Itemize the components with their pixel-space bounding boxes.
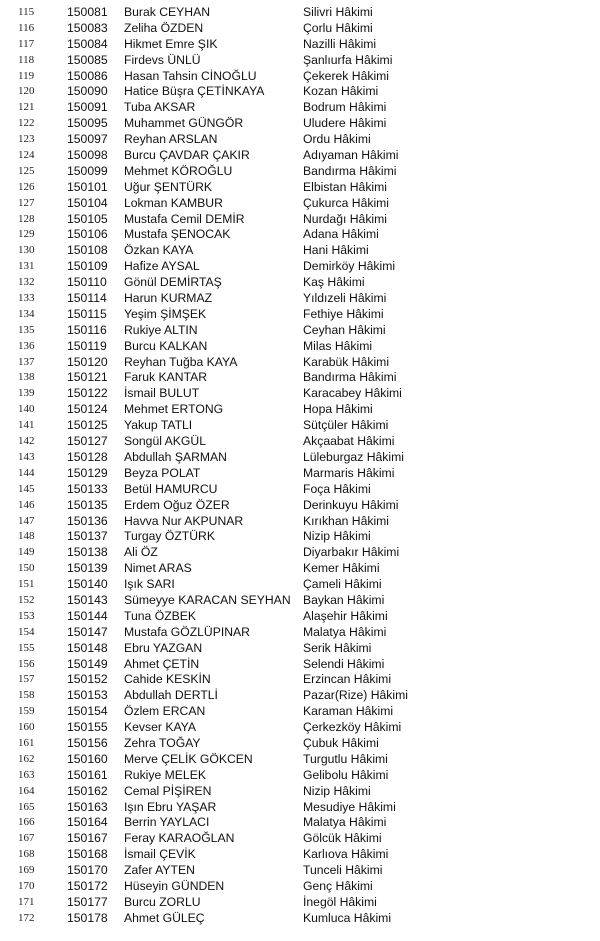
row-number: 139 bbox=[18, 387, 35, 400]
list-row bbox=[0, 164, 600, 180]
row-number: 129 bbox=[18, 228, 35, 241]
judge-name: İsmail BULUT bbox=[124, 386, 200, 401]
judge-name: Hüseyin GÜNDEN bbox=[124, 878, 225, 893]
list-row bbox=[0, 498, 600, 514]
list-row bbox=[0, 752, 600, 768]
judge-name: Turgay ÖZTÜRK bbox=[124, 529, 215, 544]
court-assignment: Çekerek Hâkimi bbox=[303, 68, 390, 83]
judge-name: Zeliha ÖZDEN bbox=[124, 20, 204, 35]
registry-number: 150124 bbox=[67, 402, 108, 417]
row-number: 155 bbox=[18, 641, 35, 654]
row-number: 130 bbox=[18, 244, 35, 257]
judge-name: Ebru YAZGAN bbox=[124, 640, 203, 655]
list-row bbox=[0, 323, 600, 339]
court-assignment: Kumluca Hâkimi bbox=[303, 910, 392, 925]
court-assignment: Elbistan Hâkimi bbox=[303, 179, 387, 194]
list-row bbox=[0, 545, 600, 561]
court-assignment: Mesudiye Hâkimi bbox=[303, 799, 396, 814]
court-assignment: Nazilli Hâkimi bbox=[303, 36, 377, 51]
court-assignment: Diyarbakır Hâkimi bbox=[303, 545, 400, 560]
row-number: 160 bbox=[18, 721, 35, 734]
court-assignment: Adana Hâkimi bbox=[303, 227, 379, 242]
list-row bbox=[0, 450, 600, 466]
row-number: 165 bbox=[18, 800, 35, 813]
list-row bbox=[0, 529, 600, 545]
court-assignment: Karacabey Hâkimi bbox=[303, 386, 402, 401]
row-number: 141 bbox=[18, 419, 35, 432]
registry-number: 150136 bbox=[67, 513, 108, 528]
list-row bbox=[0, 609, 600, 625]
judge-name: Tuna ÖZBEK bbox=[124, 608, 197, 623]
registry-number: 150139 bbox=[67, 561, 108, 576]
list-row bbox=[0, 672, 600, 688]
judge-name: Rukiye ALTIN bbox=[124, 322, 198, 337]
list-row bbox=[0, 784, 600, 800]
registry-number: 150114 bbox=[67, 291, 107, 306]
judge-name: Reyhan ARSLAN bbox=[124, 132, 218, 147]
row-number: 153 bbox=[18, 609, 35, 622]
list-row bbox=[0, 815, 600, 831]
row-number: 159 bbox=[18, 705, 35, 718]
court-assignment: Nurdağı Hâkimi bbox=[303, 211, 387, 226]
row-number: 148 bbox=[18, 530, 35, 543]
judge-name: Cemal PİŞİREN bbox=[124, 783, 212, 798]
list-row bbox=[0, 768, 600, 784]
registry-number: 150143 bbox=[67, 592, 108, 607]
judge-name: Işık SARI bbox=[124, 577, 175, 592]
row-number: 131 bbox=[18, 260, 35, 273]
registry-number: 150109 bbox=[67, 259, 108, 274]
list-row bbox=[0, 847, 600, 863]
row-number: 128 bbox=[18, 212, 35, 225]
row-number: 158 bbox=[18, 689, 35, 702]
registry-number: 150153 bbox=[67, 688, 108, 703]
registry-number: 150125 bbox=[67, 418, 108, 433]
list-row bbox=[0, 148, 600, 164]
court-assignment: Pazar(Rize) Hâkimi bbox=[303, 688, 408, 703]
row-number: 119 bbox=[18, 69, 35, 82]
registry-number: 150138 bbox=[67, 545, 108, 560]
list-row bbox=[0, 688, 600, 704]
row-number: 156 bbox=[18, 657, 35, 670]
registry-number: 150155 bbox=[67, 720, 108, 735]
judge-name: Abdullah ŞARMAN bbox=[124, 449, 227, 464]
list-row bbox=[0, 100, 600, 116]
court-assignment: Malatya Hâkimi bbox=[303, 815, 387, 830]
registry-number: 150172 bbox=[67, 878, 108, 893]
registry-number: 150160 bbox=[67, 751, 108, 766]
judge-name: Özlem ERCAN bbox=[124, 704, 206, 719]
judge-name: Firdevs ÜNLÜ bbox=[124, 52, 201, 67]
court-assignment: Genç Hâkimi bbox=[303, 878, 373, 893]
registry-number: 150086 bbox=[67, 68, 108, 83]
registry-number: 150104 bbox=[67, 195, 108, 210]
row-number: 127 bbox=[18, 196, 35, 209]
row-number: 166 bbox=[18, 816, 35, 829]
court-assignment: İnegöl Hâkimi bbox=[303, 894, 377, 909]
court-assignment: Karlıova Hâkimi bbox=[303, 847, 389, 862]
registry-number: 150098 bbox=[67, 148, 108, 163]
registry-number: 150127 bbox=[67, 434, 108, 449]
row-number: 117 bbox=[18, 37, 35, 50]
row-number: 143 bbox=[18, 450, 35, 463]
judge-name: Cahide KESKİN bbox=[124, 672, 211, 687]
list-row bbox=[0, 5, 600, 21]
list-row bbox=[0, 863, 600, 879]
appointment-list bbox=[0, 5, 600, 927]
list-row bbox=[0, 800, 600, 816]
registry-number: 150167 bbox=[67, 831, 108, 846]
judge-name: Burcu ÇAVDAR ÇAKIR bbox=[124, 148, 250, 163]
court-assignment: Ordu Hâkimi bbox=[303, 132, 371, 147]
court-assignment: Malatya Hâkimi bbox=[303, 624, 387, 639]
judge-name: Mustafa GÖZLÜPINAR bbox=[124, 624, 250, 639]
row-number: 163 bbox=[18, 768, 35, 781]
registry-number: 150121 bbox=[67, 370, 108, 385]
registry-number: 150149 bbox=[67, 656, 108, 671]
row-number: 162 bbox=[18, 752, 35, 765]
list-row bbox=[0, 53, 600, 69]
court-assignment: Fethiye Hâkimi bbox=[303, 306, 384, 321]
registry-number: 150133 bbox=[67, 481, 108, 496]
court-assignment: Karabük Hâkimi bbox=[303, 354, 390, 369]
court-assignment: Derinkuyu Hâkimi bbox=[303, 497, 399, 512]
court-assignment: Sütçüler Hâkimi bbox=[303, 418, 389, 433]
row-number: 154 bbox=[18, 625, 35, 638]
registry-number: 150108 bbox=[67, 243, 108, 258]
list-row bbox=[0, 212, 600, 228]
registry-number: 150085 bbox=[67, 52, 108, 67]
row-number: 124 bbox=[18, 149, 35, 162]
court-assignment: Hani Hâkimi bbox=[303, 243, 369, 258]
registry-number: 150129 bbox=[67, 465, 108, 480]
list-row bbox=[0, 355, 600, 371]
registry-number: 150097 bbox=[67, 132, 108, 147]
court-assignment: Turgutlu Hâkimi bbox=[303, 751, 388, 766]
registry-number: 150177 bbox=[67, 894, 108, 909]
list-row bbox=[0, 84, 600, 100]
court-assignment: Çorlu Hâkimi bbox=[303, 20, 373, 35]
list-row bbox=[0, 434, 600, 450]
court-assignment: Adıyaman Hâkimi bbox=[303, 148, 399, 163]
row-number: 126 bbox=[18, 180, 35, 193]
registry-number: 150091 bbox=[67, 100, 108, 115]
court-assignment: Yıldızeli Hâkimi bbox=[303, 291, 387, 306]
registry-number: 150116 bbox=[67, 322, 107, 337]
list-row bbox=[0, 736, 600, 752]
row-number: 138 bbox=[18, 371, 35, 384]
row-number: 137 bbox=[18, 355, 35, 368]
list-row bbox=[0, 227, 600, 243]
judge-name: Zehra TOĞAY bbox=[124, 735, 201, 750]
registry-number: 150120 bbox=[67, 354, 108, 369]
registry-number: 150095 bbox=[67, 116, 108, 131]
judge-name: Mehmet KÖROĞLU bbox=[124, 163, 233, 178]
court-assignment: Karaman Hâkimi bbox=[303, 704, 394, 719]
registry-number: 150105 bbox=[67, 211, 108, 226]
list-row bbox=[0, 180, 600, 196]
row-number: 133 bbox=[18, 292, 35, 305]
judge-name: Zafer AYTEN bbox=[124, 863, 195, 878]
registry-number: 150161 bbox=[67, 767, 108, 782]
judge-name: Lokman KAMBUR bbox=[124, 195, 223, 210]
row-number: 123 bbox=[18, 133, 35, 146]
judge-name: Hasan Tahsin CİNOĞLU bbox=[124, 68, 257, 83]
registry-number: 150147 bbox=[67, 624, 108, 639]
registry-number: 150170 bbox=[67, 863, 108, 878]
court-assignment: Bandırma Hâkimi bbox=[303, 370, 397, 385]
judge-name: Mustafa ŞENOCAK bbox=[124, 227, 231, 242]
court-assignment: Çerkezköy Hâkimi bbox=[303, 720, 402, 735]
judge-name: Reyhan Tuğba KAYA bbox=[124, 354, 238, 369]
court-assignment: Tunceli Hâkimi bbox=[303, 863, 383, 878]
judge-name: Özkan KAYA bbox=[124, 243, 194, 258]
judge-name: İsmail ÇEVİK bbox=[124, 847, 196, 862]
row-number: 118 bbox=[18, 53, 35, 66]
list-row bbox=[0, 196, 600, 212]
court-assignment: Nizip Hâkimi bbox=[303, 529, 371, 544]
registry-number: 150084 bbox=[67, 36, 108, 51]
registry-number: 150168 bbox=[67, 847, 108, 862]
row-number: 145 bbox=[18, 482, 35, 495]
registry-number: 150135 bbox=[67, 497, 108, 512]
list-row bbox=[0, 132, 600, 148]
court-assignment: Uludere Hâkimi bbox=[303, 116, 387, 131]
list-row bbox=[0, 275, 600, 291]
list-row bbox=[0, 37, 600, 53]
row-number: 140 bbox=[18, 403, 35, 416]
list-row bbox=[0, 243, 600, 259]
judge-name: Yeşim ŞİMŞEK bbox=[124, 306, 207, 321]
registry-number: 150119 bbox=[67, 338, 107, 353]
judge-name: Berrin YAYLACI bbox=[124, 815, 210, 830]
row-number: 161 bbox=[18, 736, 35, 749]
list-row bbox=[0, 21, 600, 37]
court-assignment: Kozan Hâkimi bbox=[303, 84, 379, 99]
court-assignment: Baykan Hâkimi bbox=[303, 592, 385, 607]
registry-number: 150178 bbox=[67, 910, 108, 925]
list-row bbox=[0, 704, 600, 720]
registry-number: 150101 bbox=[67, 179, 108, 194]
row-number: 168 bbox=[18, 848, 35, 861]
judge-name: Tuba AKSAR bbox=[124, 100, 196, 115]
row-number: 134 bbox=[18, 307, 35, 320]
judge-name: Erdem Oğuz ÖZER bbox=[124, 497, 230, 512]
court-assignment: Ceyhan Hâkimi bbox=[303, 322, 386, 337]
row-number: 135 bbox=[18, 323, 35, 336]
registry-number: 150163 bbox=[67, 799, 108, 814]
list-row bbox=[0, 879, 600, 895]
row-number: 125 bbox=[18, 164, 35, 177]
court-assignment: Kaş Hâkimi bbox=[303, 275, 365, 290]
row-number: 121 bbox=[18, 101, 35, 114]
court-assignment: Bandırma Hâkimi bbox=[303, 163, 397, 178]
registry-number: 150106 bbox=[67, 227, 108, 242]
list-row bbox=[0, 657, 600, 673]
list-row bbox=[0, 593, 600, 609]
row-number: 120 bbox=[18, 85, 35, 98]
court-assignment: Bodrum Hâkimi bbox=[303, 100, 387, 115]
registry-number: 150090 bbox=[67, 84, 108, 99]
list-row bbox=[0, 259, 600, 275]
judge-name: Merve ÇELİK GÖKCEN bbox=[124, 751, 253, 766]
registry-number: 150110 bbox=[67, 275, 107, 290]
list-row bbox=[0, 69, 600, 85]
court-assignment: Marmaris Hâkimi bbox=[303, 465, 395, 480]
row-number: 150 bbox=[18, 562, 35, 575]
court-assignment: Akçaabat Hâkimi bbox=[303, 434, 395, 449]
list-row bbox=[0, 418, 600, 434]
list-row bbox=[0, 895, 600, 911]
court-assignment: Gölcük Hâkimi bbox=[303, 831, 382, 846]
judge-name: Betül HAMURCU bbox=[124, 481, 218, 496]
list-row bbox=[0, 466, 600, 482]
list-row bbox=[0, 291, 600, 307]
court-assignment: Serik Hâkimi bbox=[303, 640, 372, 655]
judge-name: Havva Nur AKPUNAR bbox=[124, 513, 244, 528]
list-row bbox=[0, 116, 600, 132]
registry-number: 150154 bbox=[67, 704, 108, 719]
registry-number: 150140 bbox=[67, 577, 108, 592]
row-number: 122 bbox=[18, 117, 35, 130]
registry-number: 150162 bbox=[67, 783, 108, 798]
judge-name: Beyza POLAT bbox=[124, 465, 201, 480]
judge-name: Songül AKGÜL bbox=[124, 434, 206, 449]
judge-name: Işın Ebru YAŞAR bbox=[124, 799, 217, 814]
list-row bbox=[0, 386, 600, 402]
court-assignment: Lüleburgaz Hâkimi bbox=[303, 449, 404, 464]
row-number: 115 bbox=[18, 6, 35, 18]
row-number: 152 bbox=[18, 593, 35, 606]
row-number: 157 bbox=[18, 673, 35, 686]
judge-name: Burcu ZORLU bbox=[124, 894, 201, 909]
court-assignment: Hopa Hâkimi bbox=[303, 402, 373, 417]
registry-number: 150148 bbox=[67, 640, 108, 655]
judge-name: Kevser KAYA bbox=[124, 720, 197, 735]
registry-number: 150128 bbox=[67, 449, 108, 464]
judge-name: Sümeyye KARACAN SEYHAN bbox=[124, 592, 291, 607]
registry-number: 150122 bbox=[67, 386, 108, 401]
judge-name: Mehmet ERTONG bbox=[124, 402, 224, 417]
court-assignment: Kırıkhan Hâkimi bbox=[303, 513, 390, 528]
registry-number: 150144 bbox=[67, 608, 108, 623]
court-assignment: Çameli Hâkimi bbox=[303, 577, 382, 592]
row-number: 169 bbox=[18, 864, 35, 877]
list-row bbox=[0, 339, 600, 355]
list-row bbox=[0, 911, 600, 927]
judge-name: Harun KURMAZ bbox=[124, 291, 213, 306]
judge-name: Rukiye MELEK bbox=[124, 767, 206, 782]
row-number: 142 bbox=[18, 435, 35, 448]
judge-name: Hikmet Emre ŞIK bbox=[124, 36, 218, 51]
judge-name: Burak CEYHAN bbox=[124, 5, 211, 19]
judge-name: Ahmet ÇETİN bbox=[124, 656, 200, 671]
judge-name: Feray KARAOĞLAN bbox=[124, 831, 235, 846]
court-assignment: Erzincan Hâkimi bbox=[303, 672, 392, 687]
judge-name: Abdullah DERTLİ bbox=[124, 688, 218, 703]
row-number: 151 bbox=[18, 578, 35, 591]
court-assignment: Gelibolu Hâkimi bbox=[303, 767, 389, 782]
row-number: 149 bbox=[18, 546, 35, 559]
list-row bbox=[0, 307, 600, 323]
row-number: 147 bbox=[18, 514, 35, 527]
row-number: 132 bbox=[18, 276, 35, 289]
registry-number: 150115 bbox=[67, 306, 107, 321]
judge-name: Nimet ARAS bbox=[124, 561, 192, 576]
registry-number: 150164 bbox=[67, 815, 108, 830]
list-row bbox=[0, 514, 600, 530]
registry-number: 150099 bbox=[67, 163, 108, 178]
court-assignment: Nizip Hâkimi bbox=[303, 783, 371, 798]
row-number: 164 bbox=[18, 784, 35, 797]
list-row bbox=[0, 625, 600, 641]
registry-number: 150083 bbox=[67, 20, 108, 35]
list-row bbox=[0, 577, 600, 593]
court-assignment: Şanlıurfa Hâkimi bbox=[303, 52, 393, 67]
registry-number: 150152 bbox=[67, 672, 108, 687]
court-assignment: Çubuk Hâkimi bbox=[303, 735, 379, 750]
registry-number: 150156 bbox=[67, 735, 108, 750]
row-number: 172 bbox=[18, 911, 35, 924]
judge-name: Hatice Büşra ÇETİNKAYA bbox=[124, 84, 265, 99]
row-number: 170 bbox=[18, 879, 35, 892]
judge-name: Burcu KALKAN bbox=[124, 338, 208, 353]
judge-name: Mustafa Cemil DEMİR bbox=[124, 211, 245, 226]
court-assignment: Silivri Hâkimi bbox=[303, 5, 373, 19]
judge-name: Gönül DEMİRTAŞ bbox=[124, 275, 222, 290]
judge-name: Faruk KANTAR bbox=[124, 370, 208, 385]
judge-name: Yakup TATLI bbox=[124, 418, 193, 433]
list-row bbox=[0, 402, 600, 418]
registry-number: 150081 bbox=[67, 5, 108, 19]
list-row bbox=[0, 641, 600, 657]
row-number: 136 bbox=[18, 339, 35, 352]
row-number: 146 bbox=[18, 498, 35, 511]
judge-name: Uğur ŞENTÜRK bbox=[124, 179, 213, 194]
list-row bbox=[0, 831, 600, 847]
row-number: 116 bbox=[18, 21, 35, 34]
court-assignment: Alaşehir Hâkimi bbox=[303, 608, 388, 623]
row-number: 167 bbox=[18, 832, 35, 845]
court-assignment: Selendi Hâkimi bbox=[303, 656, 385, 671]
registry-number: 150137 bbox=[67, 529, 108, 544]
row-number: 144 bbox=[18, 466, 35, 479]
court-assignment: Kemer Hâkimi bbox=[303, 561, 380, 576]
judge-name: Ahmet GÜLEÇ bbox=[124, 910, 205, 925]
row-number: 171 bbox=[18, 895, 35, 908]
list-row bbox=[0, 482, 600, 498]
court-assignment: Çukurca Hâkimi bbox=[303, 195, 390, 210]
court-assignment: Foça Hâkimi bbox=[303, 481, 371, 496]
list-row bbox=[0, 370, 600, 386]
judge-name: Hafize AYSAL bbox=[124, 259, 200, 274]
judge-name: Ali ÖZ bbox=[124, 545, 158, 560]
list-row bbox=[0, 720, 600, 736]
judge-name: Muhammet GÜNGÖR bbox=[124, 116, 244, 131]
court-assignment: Milas Hâkimi bbox=[303, 338, 373, 353]
list-row bbox=[0, 561, 600, 577]
court-assignment: Demirköy Hâkimi bbox=[303, 259, 396, 274]
